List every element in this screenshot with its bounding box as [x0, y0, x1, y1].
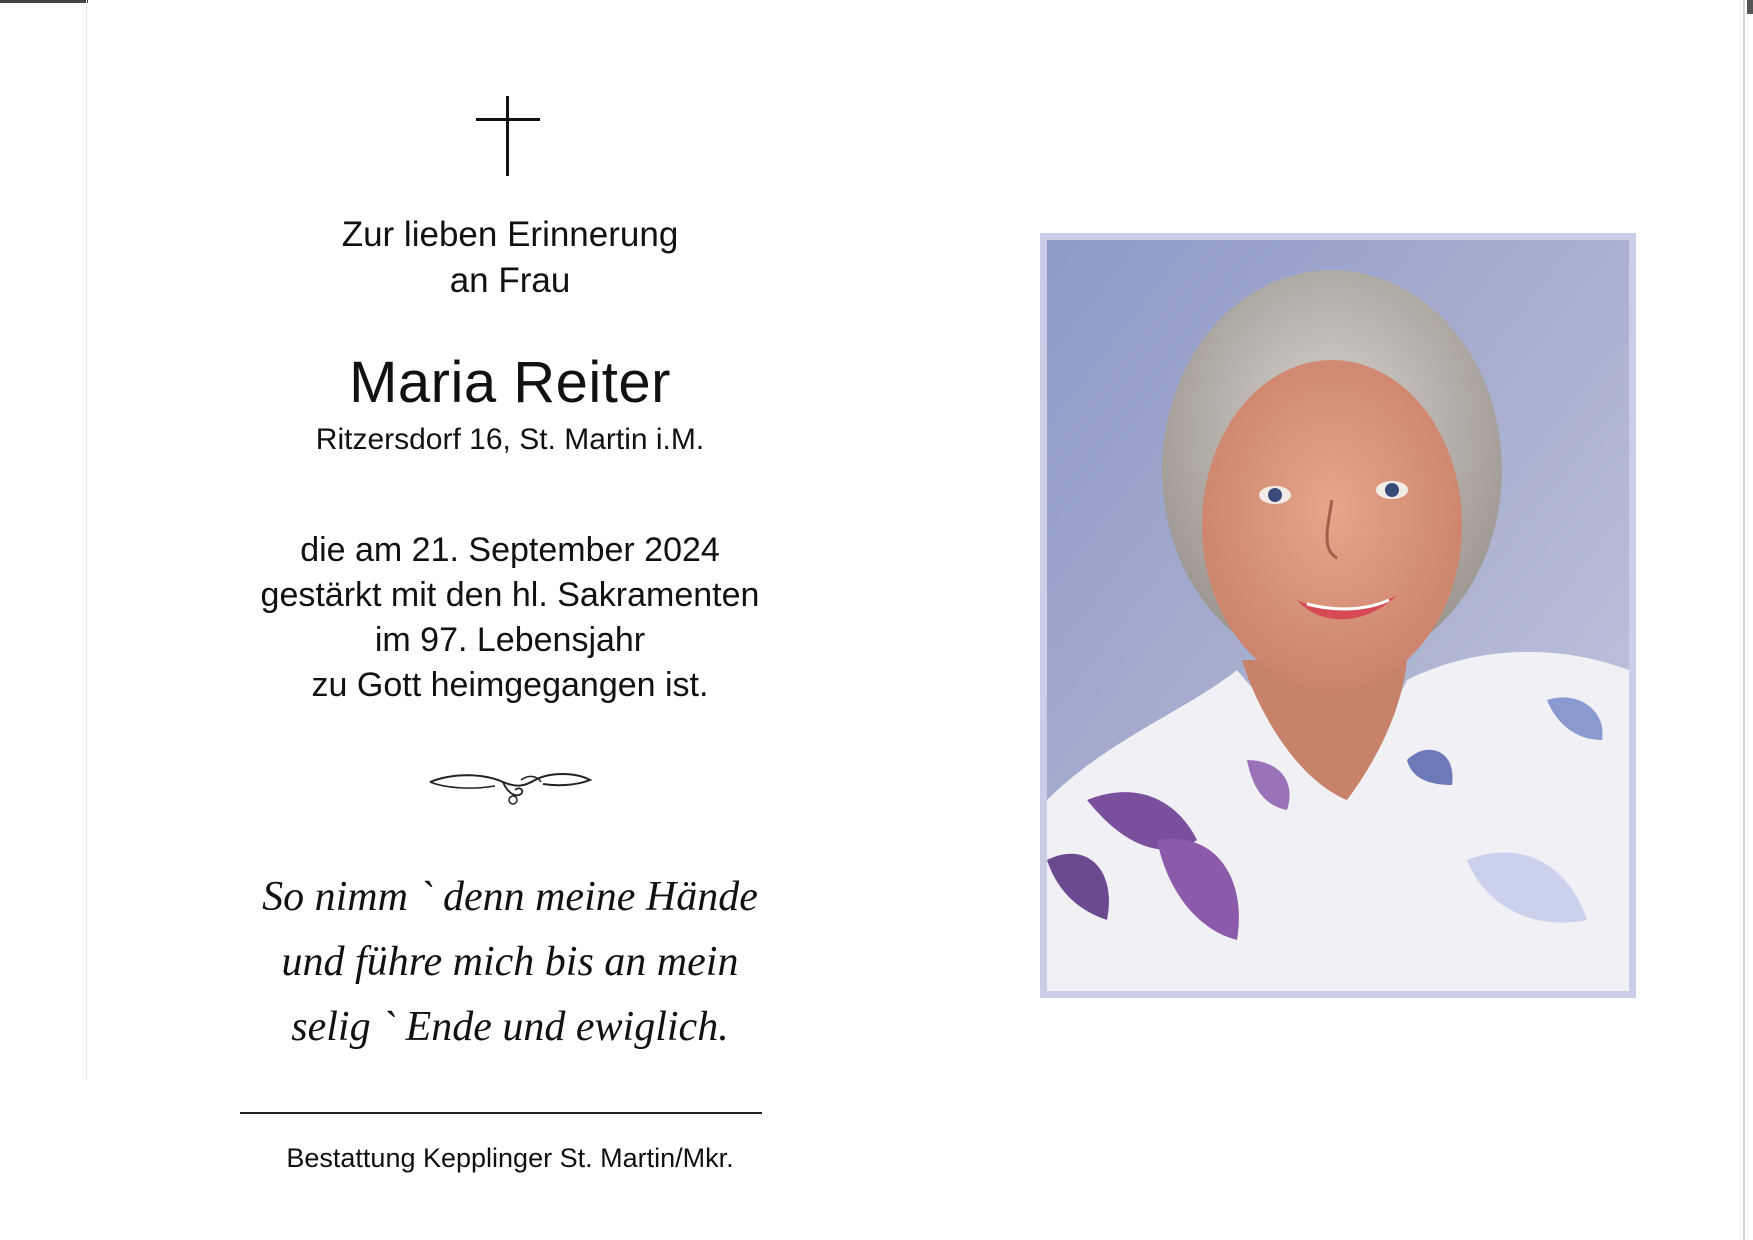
deceased-address: Ritzersdorf 16, St. Martin i.M.	[315, 423, 705, 456]
scan-edge-line	[1743, 0, 1745, 1240]
death-line: zu Gott heimgegangen ist.	[311, 666, 709, 704]
verse-quote	[200, 865, 820, 1060]
death-line: im 97. Lebensjahr	[374, 621, 646, 659]
verse-line: selig ` Ende und ewiglich.	[291, 1004, 729, 1050]
scan-edge-mark-right	[1747, 0, 1753, 14]
verse-line: und führe mich bis an mein	[281, 939, 739, 985]
death-line: gestärkt mit den hl. Sakramenten	[260, 576, 760, 614]
intro-line: an Frau	[449, 261, 571, 300]
scan-edge-mark	[0, 0, 88, 10]
funeral-home: Bestattung Kepplinger St. Martin/Mkr.	[286, 1143, 734, 1173]
deceased-name: Maria Reiter	[349, 350, 671, 415]
death-notice	[200, 528, 820, 708]
divider-line	[240, 1112, 762, 1114]
verse-line: So nimm ` denn meine Hände	[262, 874, 758, 920]
cross-icon	[476, 96, 540, 176]
intro-line: Zur lieben Erinnerung	[341, 215, 679, 254]
memorial-text-column	[200, 0, 820, 1240]
death-line: die am 21. September 2024	[300, 531, 720, 569]
flourish-ornament	[425, 760, 595, 808]
remembrance-intro	[200, 212, 820, 304]
scan-fold-line	[86, 0, 87, 1080]
portrait-photo	[1040, 233, 1636, 998]
